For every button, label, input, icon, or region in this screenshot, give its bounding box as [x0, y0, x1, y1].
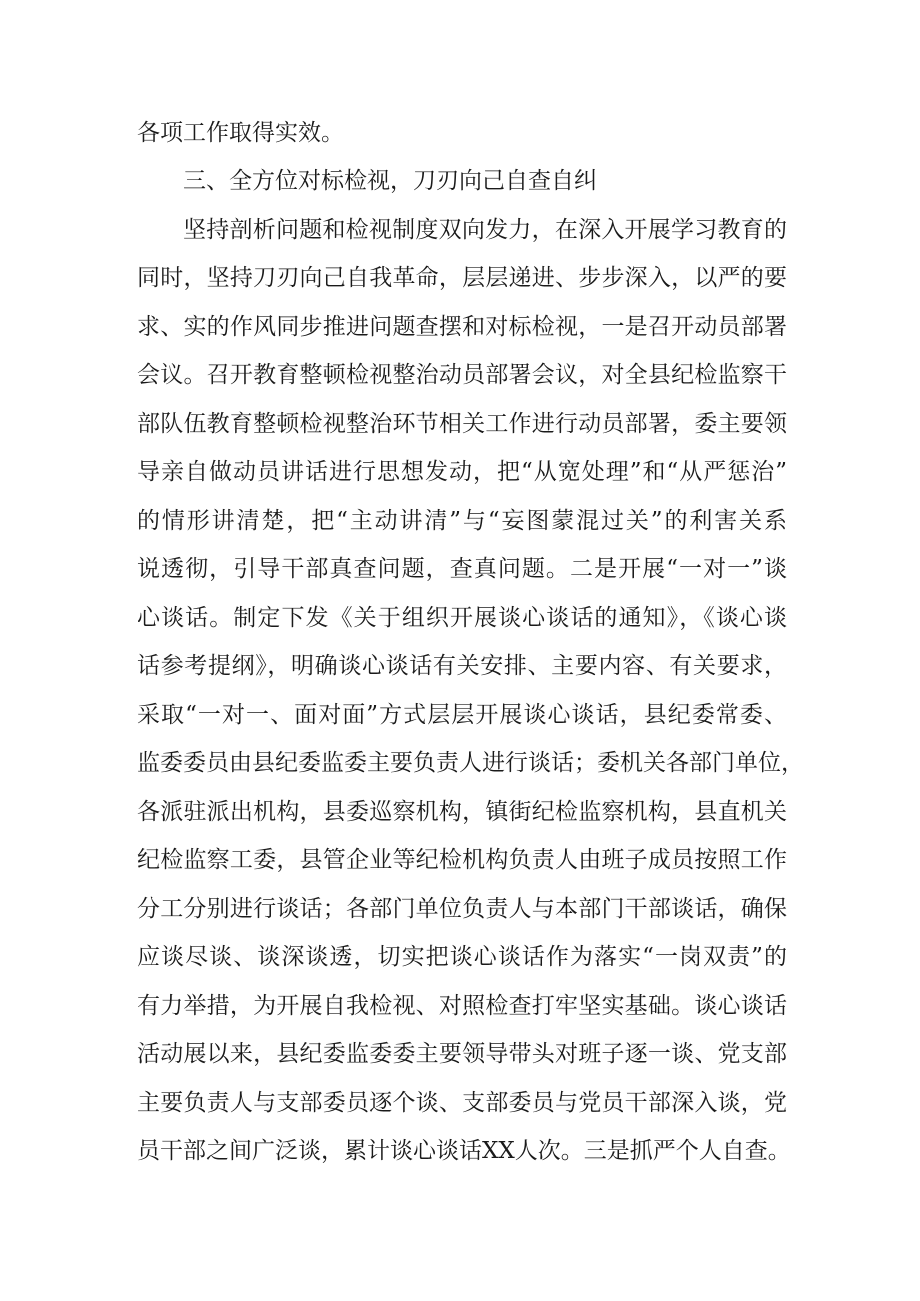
text-line: 的情形讲清楚，把“主动讲清”与“妄图蒙混过关”的利害关系 [137, 508, 787, 534]
text-line: 心谈话。制定下发《关于组织开展谈心谈话的通知》，《谈心谈 [137, 605, 787, 631]
text-line: 采取“一对一、面对面”方式层层开展谈心谈话，县纪委常委、 [137, 702, 787, 728]
text-line: 话参考提纲》，明确谈心谈话有关安排、主要内容、有关要求， [137, 653, 787, 679]
text-line: 分工分别进行谈话；各部门单位负责人与本部门干部谈话，确保 [137, 896, 787, 922]
text-line: 各派驻派出机构，县委巡察机构，镇街纪检监察机构，县直机关 [137, 799, 787, 825]
text-line: 导亲自做动员讲话进行思想发动，把“从宽处理”和“从严惩治” [137, 459, 787, 485]
text-line: 各项工作取得实效。 [137, 120, 344, 146]
text-line: 说透彻，引导干部真查问题，查真问题。二是开展“一对一”谈 [137, 556, 787, 582]
text-line: 员干部之间广泛谈，累计谈心谈话XX人次。三是抓严个人自查。 [137, 1138, 791, 1164]
text-line: 同时，坚持刀刃向己自我革命，层层递进、步步深入，以严的要 [137, 265, 787, 291]
text-line: 有力举措，为开展自我检视、对照检查打牢坚实基础。谈心谈话 [137, 993, 787, 1019]
text-line: 主要负责人与支部委员逐个谈、支部委员与党员干部深入谈，党 [137, 1090, 787, 1116]
text-line: 求、实的作风同步推进问题查摆和对标检视，一是召开动员部署 [137, 314, 787, 340]
text-line: 应谈尽谈、谈深谈透，切实把谈心谈话作为落实“一岗双责”的 [137, 944, 787, 970]
text-line: 坚持剖析问题和检视制度双向发力，在深入开展学习教育的 [183, 217, 787, 243]
text-line: 部队伍教育整顿检视整治环节相关工作进行动员部署，委主要领 [137, 411, 787, 437]
text-line: 活动展以来，县纪委监委委主要领导带头对班子逐一谈、党支部 [137, 1041, 787, 1067]
text-line: 监委委员由县纪委监委主要负责人进行谈话；委机关各部门单位， [137, 750, 804, 776]
section-heading: 三、全方位对标检视，刀刃向己自查自纠 [183, 168, 597, 194]
text-line: 会议。召开教育整顿检视整治动员部署会议，对全县纪检监察干 [137, 362, 787, 388]
text-line: 纪检监察工委，县管企业等纪检机构负责人由班子成员按照工作 [137, 847, 787, 873]
